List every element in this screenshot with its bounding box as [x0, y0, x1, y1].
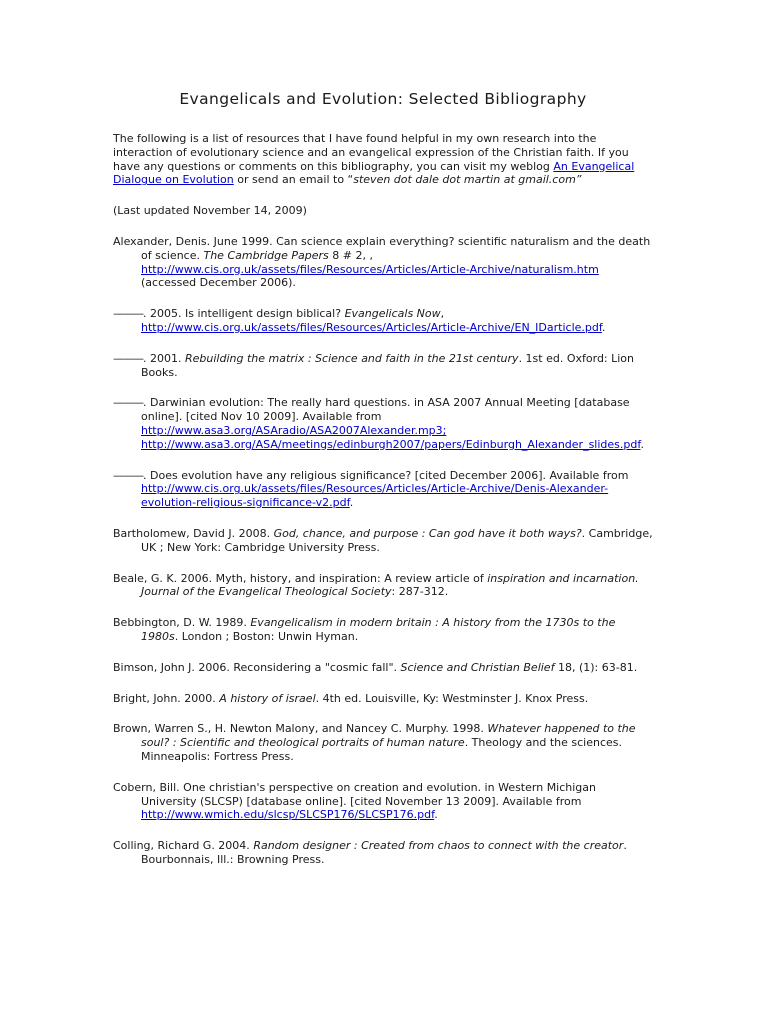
entry-text: . 2005. Is intelligent design biblical? [143, 307, 345, 321]
entry-text: 18, (1): 63-81. [554, 660, 638, 674]
entry-text: Colling, Richard G. 2004. [113, 839, 254, 853]
entry-text: . 4th ed. Louisville, Ky: Westminster J. Knox Press. [315, 691, 589, 705]
bibliography-entry [113, 572, 653, 600]
entry-title: Rebuilding the matrix : Science and faith in the 21st century [184, 351, 519, 365]
bibliography-entry [113, 661, 653, 675]
entry-title: Whatever happened to the soul? : Scientific and theological portraits of human nature [141, 722, 636, 750]
bibliography-entry [113, 527, 653, 555]
entry-title: Evangelicalism in modern britain : A history from the 1730s to the 1980s [141, 616, 616, 643]
entry-link[interactable]: http://www.asa3.org/ASA/meetings/edinburgh2007/papers/Edinburgh_Alexander_slides.pdf [141, 437, 641, 451]
entry-text: Bebbington, D. W. 1989. [113, 616, 251, 630]
entry-text: . Cambridge, UK ; New York: Cambridge University Press. [141, 526, 653, 554]
entry-text: . [349, 496, 354, 510]
author-repeat-dash: ——— [113, 351, 143, 365]
entry-text: . [601, 320, 606, 334]
intro-text-2: or send an email to “ [233, 173, 354, 187]
bibliography-entry [113, 839, 653, 867]
bibliography-entry [113, 692, 653, 706]
entry-text: Cobern, Bill. One christian's perspective on creation and evolution. in Western Michigan University (SLCSP) [database online]. [cited November 13 2009]. Available from [113, 780, 597, 808]
bibliography-entry [113, 235, 653, 290]
document-page [113, 90, 653, 884]
entry-title: Evangelicals Now [344, 307, 441, 321]
entry-title: Science and Christian Belief [400, 660, 555, 674]
entry-text: . Darwinian evolution: The really hard questions. in ASA 2007 Annual Meeting [database online]. [cited Nov 10 2009]. Available from [141, 396, 630, 424]
entry-text: Alexander, Denis. June 1999. Can science explain everything? scientific naturalism and the death of science. [113, 234, 651, 262]
entry-text: . 1st ed. Oxford: Lion Books. [141, 351, 635, 379]
entry-text: . Theology and the sciences. Minneapolis: Fortress Press. [141, 736, 623, 763]
entry-link[interactable]: http://www.cis.org.uk/assets/files/Resources/Articles/Article-Archive/naturalism.htm [141, 262, 599, 276]
intro-text: The following is a list of resources that I have found helpful in my own research into the interaction of evolutionary science and an evangelical expression of the Christian faith. If you have any questions or comments on this bibliography, you can visit my weblog [113, 132, 629, 173]
entry-link[interactable]: http://www.cis.org.uk/assets/files/Resources/Articles/Article-Archive/EN_IDarticle.pdf [141, 320, 602, 334]
entry-text: Bright, John. 2000. [113, 691, 220, 705]
entry-text: . [434, 808, 438, 822]
entry-text: : 287-312. [391, 585, 449, 599]
entry-text: Bartholomew, David J. 2008. [113, 526, 274, 540]
last-updated: (Last updated November 14, 2009) [113, 204, 307, 218]
bibliography-entry [113, 616, 653, 644]
bibliography-entry [113, 722, 653, 763]
entry-title: God, chance, and purpose : Can god have it both ways? [273, 526, 582, 540]
entry-title: The Cambridge Papers [203, 248, 329, 262]
entry-text: . Does evolution have any religious significance? [cited December 2006]. Available from [143, 468, 629, 482]
bibliography-entry [113, 352, 653, 380]
author-repeat-dash: ——— [113, 468, 143, 482]
entry-title: Random designer : Created from chaos to connect with the creator [253, 839, 624, 853]
entry-text: . Bourbonnais, Ill.: Browning Press. [141, 839, 627, 866]
entry-text: (accessed December 2006). [141, 276, 296, 290]
entry-title: inspiration and incarnation. Journal of the Evangelical Theological Society [141, 571, 639, 599]
entry-text: . 2001. [143, 351, 185, 365]
entry-text: . [640, 437, 644, 451]
entry-link[interactable]: http://www.cis.org.uk/assets/files/Resources/Articles/Article-Archive/Denis-Alexander-evolution-religious-significance-v2.pdf [141, 482, 609, 510]
entry-text: Bimson, John J. 2006. Reconsidering a "cosmic fall". [113, 660, 401, 674]
author-repeat-dash: ——— [113, 307, 143, 321]
author-repeat-dash: ——— [113, 396, 143, 410]
page-title: Evangelicals and Evolution: Selected Bibliography [179, 90, 587, 108]
entry-link[interactable]: http://www.asa3.org/ASAradio/ASA2007Alexander.mp3; [141, 423, 447, 437]
entry-text: . London ; Boston: Unwin Hyman. [174, 629, 359, 643]
entry-text: Beale, G. K. 2006. Myth, history, and inspiration: A review article of [113, 571, 488, 585]
bibliography-entry [113, 307, 653, 335]
entry-text: 8 # 2, , [328, 248, 373, 262]
email-text: steven dot dale dot martin at gmail.com” [353, 173, 582, 187]
intro-paragraph [113, 132, 653, 187]
entry-title: A history of israel [219, 691, 316, 705]
bibliography-entry [113, 396, 653, 451]
bibliography-entry [113, 469, 653, 510]
entry-link[interactable]: http://www.wmich.edu/slcsp/SLCSP176/SLCSP176.pdf [141, 808, 435, 822]
entry-text: Brown, Warren S., H. Newton Malony, and Nancey C. Murphy. 1998. [113, 722, 488, 736]
bibliography-entry [113, 781, 653, 822]
blog-link[interactable]: An Evangelical Dialogue on Evolution [113, 159, 635, 187]
entry-text: , [440, 307, 445, 321]
